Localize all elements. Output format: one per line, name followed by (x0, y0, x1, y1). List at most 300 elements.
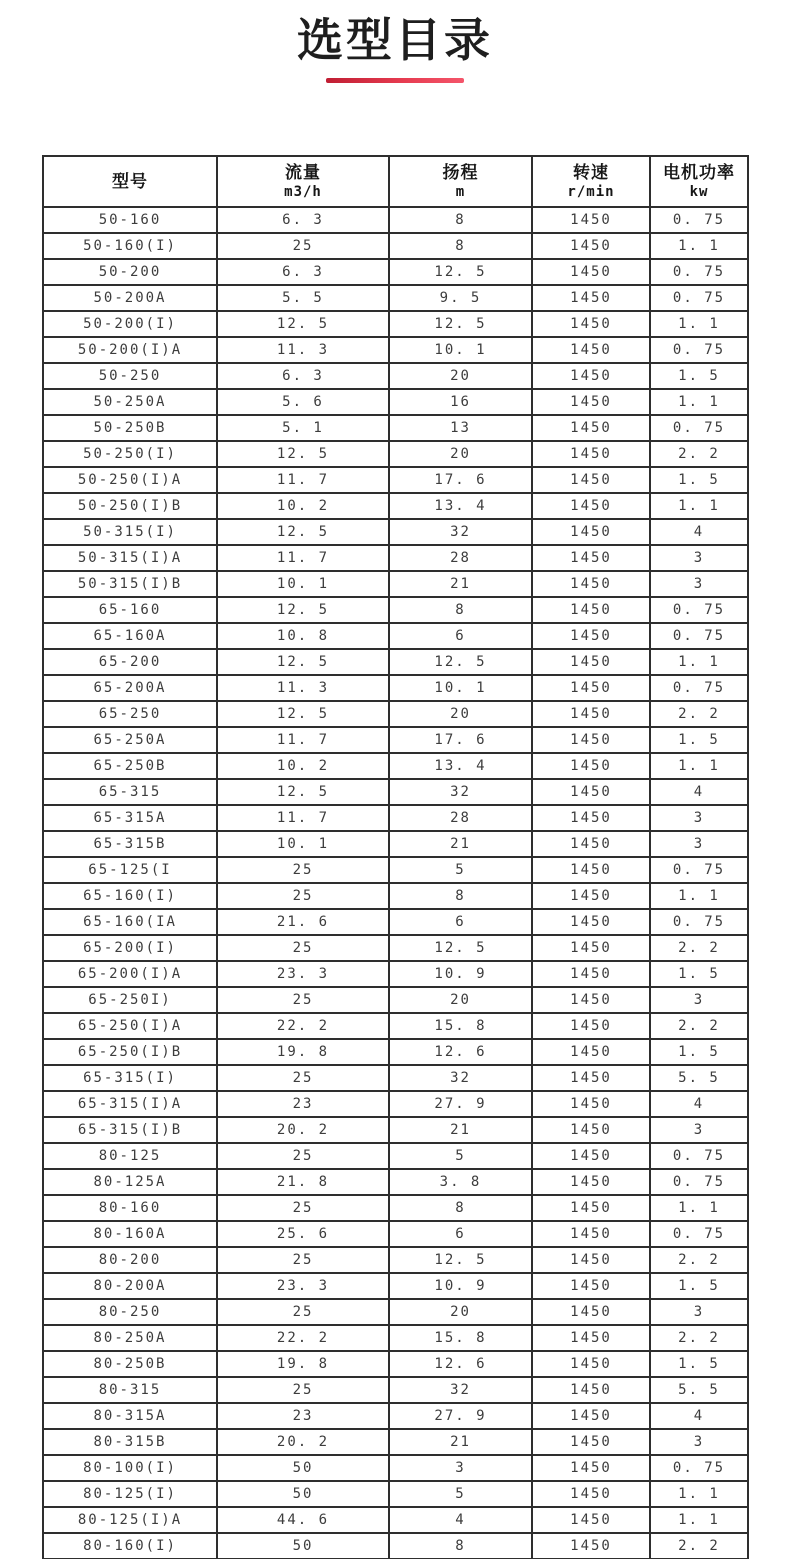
page-header (0, 0, 790, 83)
cell-model: 65-315B (43, 831, 217, 857)
cell-head: 5 (389, 857, 532, 883)
cell-power: 1. 5 (650, 1273, 748, 1299)
table-row (43, 883, 748, 909)
cell-model: 80-315B (43, 1429, 217, 1455)
cell-head: 28 (389, 545, 532, 571)
cell-power: 0. 75 (650, 285, 748, 311)
cell-speed: 1450 (532, 701, 650, 727)
cell-power: 1. 5 (650, 1039, 748, 1065)
cell-power: 1. 1 (650, 1507, 748, 1533)
cell-speed: 1450 (532, 909, 650, 935)
cell-flow: 23. 3 (217, 1273, 389, 1299)
cell-speed: 1450 (532, 311, 650, 337)
cell-flow: 23. 3 (217, 961, 389, 987)
cell-head: 6 (389, 623, 532, 649)
cell-flow: 20. 2 (217, 1429, 389, 1455)
cell-flow: 6. 3 (217, 259, 389, 285)
cell-model: 80-315A (43, 1403, 217, 1429)
cell-head: 5 (389, 1143, 532, 1169)
cell-speed: 1450 (532, 987, 650, 1013)
cell-model: 65-315(I) (43, 1065, 217, 1091)
cell-model: 80-200A (43, 1273, 217, 1299)
cell-flow: 19. 8 (217, 1351, 389, 1377)
cell-power: 3 (650, 805, 748, 831)
table-row (43, 1065, 748, 1091)
table-row (43, 571, 748, 597)
cell-head: 12. 6 (389, 1039, 532, 1065)
cell-model: 80-125(I) (43, 1481, 217, 1507)
table-row (43, 337, 748, 363)
cell-flow: 25 (217, 857, 389, 883)
table-row (43, 1299, 748, 1325)
cell-model: 80-160A (43, 1221, 217, 1247)
cell-power: 4 (650, 519, 748, 545)
table-row (43, 207, 748, 233)
cell-model: 50-200A (43, 285, 217, 311)
table-row (43, 597, 748, 623)
cell-flow: 6. 3 (217, 363, 389, 389)
cell-power: 1. 5 (650, 727, 748, 753)
cell-model: 65-160(I) (43, 883, 217, 909)
cell-head: 12. 5 (389, 1247, 532, 1273)
cell-head: 6 (389, 909, 532, 935)
cell-speed: 1450 (532, 1403, 650, 1429)
cell-flow: 23 (217, 1403, 389, 1429)
cell-speed: 1450 (532, 649, 650, 675)
cell-head: 32 (389, 779, 532, 805)
cell-power: 1. 1 (650, 311, 748, 337)
table-row (43, 389, 748, 415)
cell-speed: 1450 (532, 1143, 650, 1169)
cell-model: 80-250B (43, 1351, 217, 1377)
cell-power: 0. 75 (650, 857, 748, 883)
table-row (43, 311, 748, 337)
cell-head: 4 (389, 1507, 532, 1533)
cell-model: 50-200(I)A (43, 337, 217, 363)
cell-speed: 1450 (532, 1013, 650, 1039)
cell-head: 6 (389, 1221, 532, 1247)
cell-flow: 10. 2 (217, 753, 389, 779)
cell-head: 20 (389, 1299, 532, 1325)
cell-speed: 1450 (532, 1065, 650, 1091)
cell-power: 0. 75 (650, 597, 748, 623)
cell-head: 21 (389, 1117, 532, 1143)
cell-flow: 25 (217, 1143, 389, 1169)
cell-flow: 12. 5 (217, 649, 389, 675)
cell-model: 65-315(I)B (43, 1117, 217, 1143)
cell-model: 50-315(I)A (43, 545, 217, 571)
cell-head: 12. 6 (389, 1351, 532, 1377)
table-row (43, 259, 748, 285)
cell-head: 21 (389, 831, 532, 857)
cell-speed: 1450 (532, 1221, 650, 1247)
cell-head: 32 (389, 1377, 532, 1403)
cell-head: 3. 8 (389, 1169, 532, 1195)
cell-speed: 1450 (532, 1169, 650, 1195)
cell-power: 3 (650, 987, 748, 1013)
cell-power: 0. 75 (650, 1221, 748, 1247)
table-row (43, 1117, 748, 1143)
cell-model: 80-200 (43, 1247, 217, 1273)
cell-speed: 1450 (532, 753, 650, 779)
cell-flow: 25 (217, 233, 389, 259)
table-row (43, 1481, 748, 1507)
cell-model: 80-125 (43, 1143, 217, 1169)
cell-flow: 25 (217, 1247, 389, 1273)
cell-power: 1. 1 (650, 233, 748, 259)
cell-model: 65-200(I) (43, 935, 217, 961)
cell-speed: 1450 (532, 493, 650, 519)
cell-power: 1. 1 (650, 389, 748, 415)
cell-flow: 11. 7 (217, 545, 389, 571)
table-row (43, 1273, 748, 1299)
cell-speed: 1450 (532, 415, 650, 441)
col-header-label: 电机功率 (663, 163, 735, 182)
cell-model: 50-200 (43, 259, 217, 285)
cell-speed: 1450 (532, 1039, 650, 1065)
cell-flow: 44. 6 (217, 1507, 389, 1533)
cell-flow: 12. 5 (217, 311, 389, 337)
cell-power: 3 (650, 831, 748, 857)
col-header-unit: kw (689, 184, 709, 200)
cell-flow: 11. 3 (217, 675, 389, 701)
cell-flow: 11. 7 (217, 467, 389, 493)
cell-speed: 1450 (532, 1481, 650, 1507)
cell-speed: 1450 (532, 441, 650, 467)
cell-power: 1. 1 (650, 1195, 748, 1221)
cell-speed: 1450 (532, 1533, 650, 1559)
cell-flow: 50 (217, 1481, 389, 1507)
cell-power: 1. 5 (650, 363, 748, 389)
cell-speed: 1450 (532, 779, 650, 805)
cell-head: 8 (389, 207, 532, 233)
cell-power: 1. 1 (650, 493, 748, 519)
cell-head: 8 (389, 1533, 532, 1559)
cell-flow: 21. 6 (217, 909, 389, 935)
cell-model: 65-160A (43, 623, 217, 649)
cell-power: 1. 5 (650, 1351, 748, 1377)
cell-model: 80-160(I) (43, 1533, 217, 1559)
cell-power: 0. 75 (650, 1169, 748, 1195)
cell-power: 1. 1 (650, 883, 748, 909)
cell-model: 50-250(I)B (43, 493, 217, 519)
col-header-unit: m (455, 184, 466, 200)
cell-head: 32 (389, 519, 532, 545)
cell-speed: 1450 (532, 1325, 650, 1351)
col-header-label: 流量 (285, 163, 321, 182)
cell-head: 21 (389, 571, 532, 597)
cell-head: 3 (389, 1455, 532, 1481)
cell-speed: 1450 (532, 233, 650, 259)
cell-head: 15. 8 (389, 1325, 532, 1351)
cell-speed: 1450 (532, 363, 650, 389)
cell-model: 50-160(I) (43, 233, 217, 259)
cell-head: 10. 1 (389, 337, 532, 363)
cell-speed: 1450 (532, 961, 650, 987)
cell-power: 5. 5 (650, 1065, 748, 1091)
cell-speed: 1450 (532, 467, 650, 493)
cell-head: 20 (389, 701, 532, 727)
cell-speed: 1450 (532, 1377, 650, 1403)
cell-flow: 25 (217, 1065, 389, 1091)
cell-flow: 50 (217, 1533, 389, 1559)
pump-selection-table (42, 155, 749, 1559)
cell-speed: 1450 (532, 545, 650, 571)
cell-power: 2. 2 (650, 1533, 748, 1559)
cell-flow: 25 (217, 1377, 389, 1403)
cell-flow: 23 (217, 1091, 389, 1117)
cell-head: 17. 6 (389, 727, 532, 753)
cell-speed: 1450 (532, 1273, 650, 1299)
cell-model: 65-250A (43, 727, 217, 753)
table-row (43, 519, 748, 545)
cell-flow: 11. 7 (217, 805, 389, 831)
title-underline (326, 78, 464, 83)
cell-power: 0. 75 (650, 337, 748, 363)
cell-speed: 1450 (532, 1091, 650, 1117)
cell-flow: 11. 3 (217, 337, 389, 363)
table-row (43, 1351, 748, 1377)
cell-flow: 10. 2 (217, 493, 389, 519)
table-row (43, 441, 748, 467)
cell-power: 1. 5 (650, 961, 748, 987)
cell-model: 65-250(I)A (43, 1013, 217, 1039)
cell-flow: 5. 5 (217, 285, 389, 311)
table-header-row (43, 156, 748, 207)
cell-model: 80-315 (43, 1377, 217, 1403)
cell-speed: 1450 (532, 675, 650, 701)
table-row (43, 961, 748, 987)
cell-power: 0. 75 (650, 909, 748, 935)
cell-power: 0. 75 (650, 675, 748, 701)
table-row (43, 727, 748, 753)
cell-head: 12. 5 (389, 259, 532, 285)
cell-speed: 1450 (532, 259, 650, 285)
cell-model: 80-125A (43, 1169, 217, 1195)
cell-model: 50-250(I) (43, 441, 217, 467)
table-row (43, 1507, 748, 1533)
cell-model: 65-250 (43, 701, 217, 727)
cell-power: 1. 1 (650, 753, 748, 779)
cell-head: 8 (389, 883, 532, 909)
cell-power: 1. 1 (650, 1481, 748, 1507)
cell-speed: 1450 (532, 727, 650, 753)
cell-model: 50-250B (43, 415, 217, 441)
cell-power: 0. 75 (650, 207, 748, 233)
col-header-unit: r/min (567, 184, 615, 200)
table-row (43, 1039, 748, 1065)
cell-power: 3 (650, 1429, 748, 1455)
table-row (43, 1429, 748, 1455)
cell-power: 4 (650, 779, 748, 805)
cell-model: 65-250(I)B (43, 1039, 217, 1065)
table-row (43, 1091, 748, 1117)
cell-flow: 5. 1 (217, 415, 389, 441)
table-row (43, 909, 748, 935)
table-row (43, 649, 748, 675)
table-row (43, 1169, 748, 1195)
cell-power: 0. 75 (650, 1455, 748, 1481)
cell-model: 50-315(I) (43, 519, 217, 545)
cell-speed: 1450 (532, 571, 650, 597)
cell-model: 80-100(I) (43, 1455, 217, 1481)
cell-flow: 25 (217, 935, 389, 961)
cell-model: 65-315(I)A (43, 1091, 217, 1117)
cell-head: 20 (389, 987, 532, 1013)
table-row (43, 779, 748, 805)
cell-model: 65-250I) (43, 987, 217, 1013)
cell-head: 28 (389, 805, 532, 831)
col-header-model (43, 156, 217, 207)
cell-speed: 1450 (532, 1117, 650, 1143)
cell-head: 8 (389, 1195, 532, 1221)
cell-flow: 12. 5 (217, 701, 389, 727)
table-row (43, 1013, 748, 1039)
cell-flow: 5. 6 (217, 389, 389, 415)
cell-power: 3 (650, 571, 748, 597)
cell-flow: 10. 1 (217, 831, 389, 857)
cell-speed: 1450 (532, 1247, 650, 1273)
cell-head: 20 (389, 441, 532, 467)
cell-model: 65-200A (43, 675, 217, 701)
table-row (43, 857, 748, 883)
table-row (43, 1455, 748, 1481)
cell-flow: 21. 8 (217, 1169, 389, 1195)
cell-flow: 10. 8 (217, 623, 389, 649)
cell-flow: 20. 2 (217, 1117, 389, 1143)
table-row (43, 1247, 748, 1273)
cell-power: 2. 2 (650, 441, 748, 467)
table-row (43, 1403, 748, 1429)
col-header-label: 扬程 (442, 163, 479, 182)
cell-model: 80-125(I)A (43, 1507, 217, 1533)
cell-head: 17. 6 (389, 467, 532, 493)
table-row (43, 285, 748, 311)
table-row (43, 623, 748, 649)
cell-flow: 25 (217, 883, 389, 909)
table-row (43, 415, 748, 441)
cell-power: 2. 2 (650, 701, 748, 727)
cell-flow: 10. 1 (217, 571, 389, 597)
cell-model: 65-250B (43, 753, 217, 779)
cell-speed: 1450 (532, 597, 650, 623)
table-row (43, 831, 748, 857)
col-header-power (650, 156, 748, 207)
cell-model: 65-160(IA (43, 909, 217, 935)
table-row (43, 1221, 748, 1247)
cell-speed: 1450 (532, 1299, 650, 1325)
col-header-flow (217, 156, 389, 207)
cell-speed: 1450 (532, 1507, 650, 1533)
cell-power: 0. 75 (650, 623, 748, 649)
cell-flow: 12. 5 (217, 441, 389, 467)
cell-speed: 1450 (532, 623, 650, 649)
cell-head: 5 (389, 1481, 532, 1507)
cell-power: 4 (650, 1403, 748, 1429)
cell-head: 10. 1 (389, 675, 532, 701)
table-row (43, 467, 748, 493)
cell-model: 50-200(I) (43, 311, 217, 337)
cell-flow: 25. 6 (217, 1221, 389, 1247)
cell-power: 3 (650, 1117, 748, 1143)
table-row (43, 493, 748, 519)
cell-power: 0. 75 (650, 1143, 748, 1169)
table-row (43, 1533, 748, 1559)
cell-head: 13. 4 (389, 753, 532, 779)
cell-model: 65-200 (43, 649, 217, 675)
cell-speed: 1450 (532, 857, 650, 883)
cell-flow: 19. 8 (217, 1039, 389, 1065)
cell-power: 2. 2 (650, 1325, 748, 1351)
cell-head: 27. 9 (389, 1403, 532, 1429)
cell-head: 27. 9 (389, 1091, 532, 1117)
cell-model: 50-250A (43, 389, 217, 415)
cell-power: 2. 2 (650, 935, 748, 961)
table-body (43, 207, 748, 1559)
table-row (43, 233, 748, 259)
cell-speed: 1450 (532, 207, 650, 233)
cell-flow: 25 (217, 1299, 389, 1325)
cell-head: 10. 9 (389, 961, 532, 987)
cell-flow: 11. 7 (217, 727, 389, 753)
cell-model: 50-250 (43, 363, 217, 389)
cell-power: 1. 5 (650, 467, 748, 493)
cell-flow: 12. 5 (217, 519, 389, 545)
col-header-label: 型号 (112, 172, 148, 191)
cell-head: 20 (389, 363, 532, 389)
table-row (43, 987, 748, 1013)
cell-speed: 1450 (532, 1195, 650, 1221)
table-row (43, 701, 748, 727)
cell-speed: 1450 (532, 1429, 650, 1455)
col-header-head (389, 156, 532, 207)
cell-speed: 1450 (532, 337, 650, 363)
cell-flow: 50 (217, 1455, 389, 1481)
cell-speed: 1450 (532, 935, 650, 961)
cell-flow: 12. 5 (217, 597, 389, 623)
table-row (43, 675, 748, 701)
cell-head: 13 (389, 415, 532, 441)
cell-model: 80-250 (43, 1299, 217, 1325)
cell-speed: 1450 (532, 1455, 650, 1481)
cell-power: 0. 75 (650, 415, 748, 441)
cell-power: 5. 5 (650, 1377, 748, 1403)
cell-flow: 22. 2 (217, 1325, 389, 1351)
col-header-label: 转速 (573, 163, 609, 182)
col-header-speed (532, 156, 650, 207)
cell-model: 50-160 (43, 207, 217, 233)
cell-head: 10. 9 (389, 1273, 532, 1299)
cell-power: 3 (650, 545, 748, 571)
cell-head: 9. 5 (389, 285, 532, 311)
cell-speed: 1450 (532, 1351, 650, 1377)
cell-flow: 22. 2 (217, 1013, 389, 1039)
cell-power: 0. 75 (650, 259, 748, 285)
cell-power: 4 (650, 1091, 748, 1117)
cell-model: 65-160 (43, 597, 217, 623)
cell-flow: 25 (217, 987, 389, 1013)
cell-speed: 1450 (532, 883, 650, 909)
cell-head: 8 (389, 597, 532, 623)
cell-power: 1. 1 (650, 649, 748, 675)
cell-speed: 1450 (532, 389, 650, 415)
cell-power: 2. 2 (650, 1247, 748, 1273)
table-row (43, 1143, 748, 1169)
cell-model: 65-200(I)A (43, 961, 217, 987)
table-row (43, 363, 748, 389)
cell-speed: 1450 (532, 285, 650, 311)
cell-model: 65-315A (43, 805, 217, 831)
